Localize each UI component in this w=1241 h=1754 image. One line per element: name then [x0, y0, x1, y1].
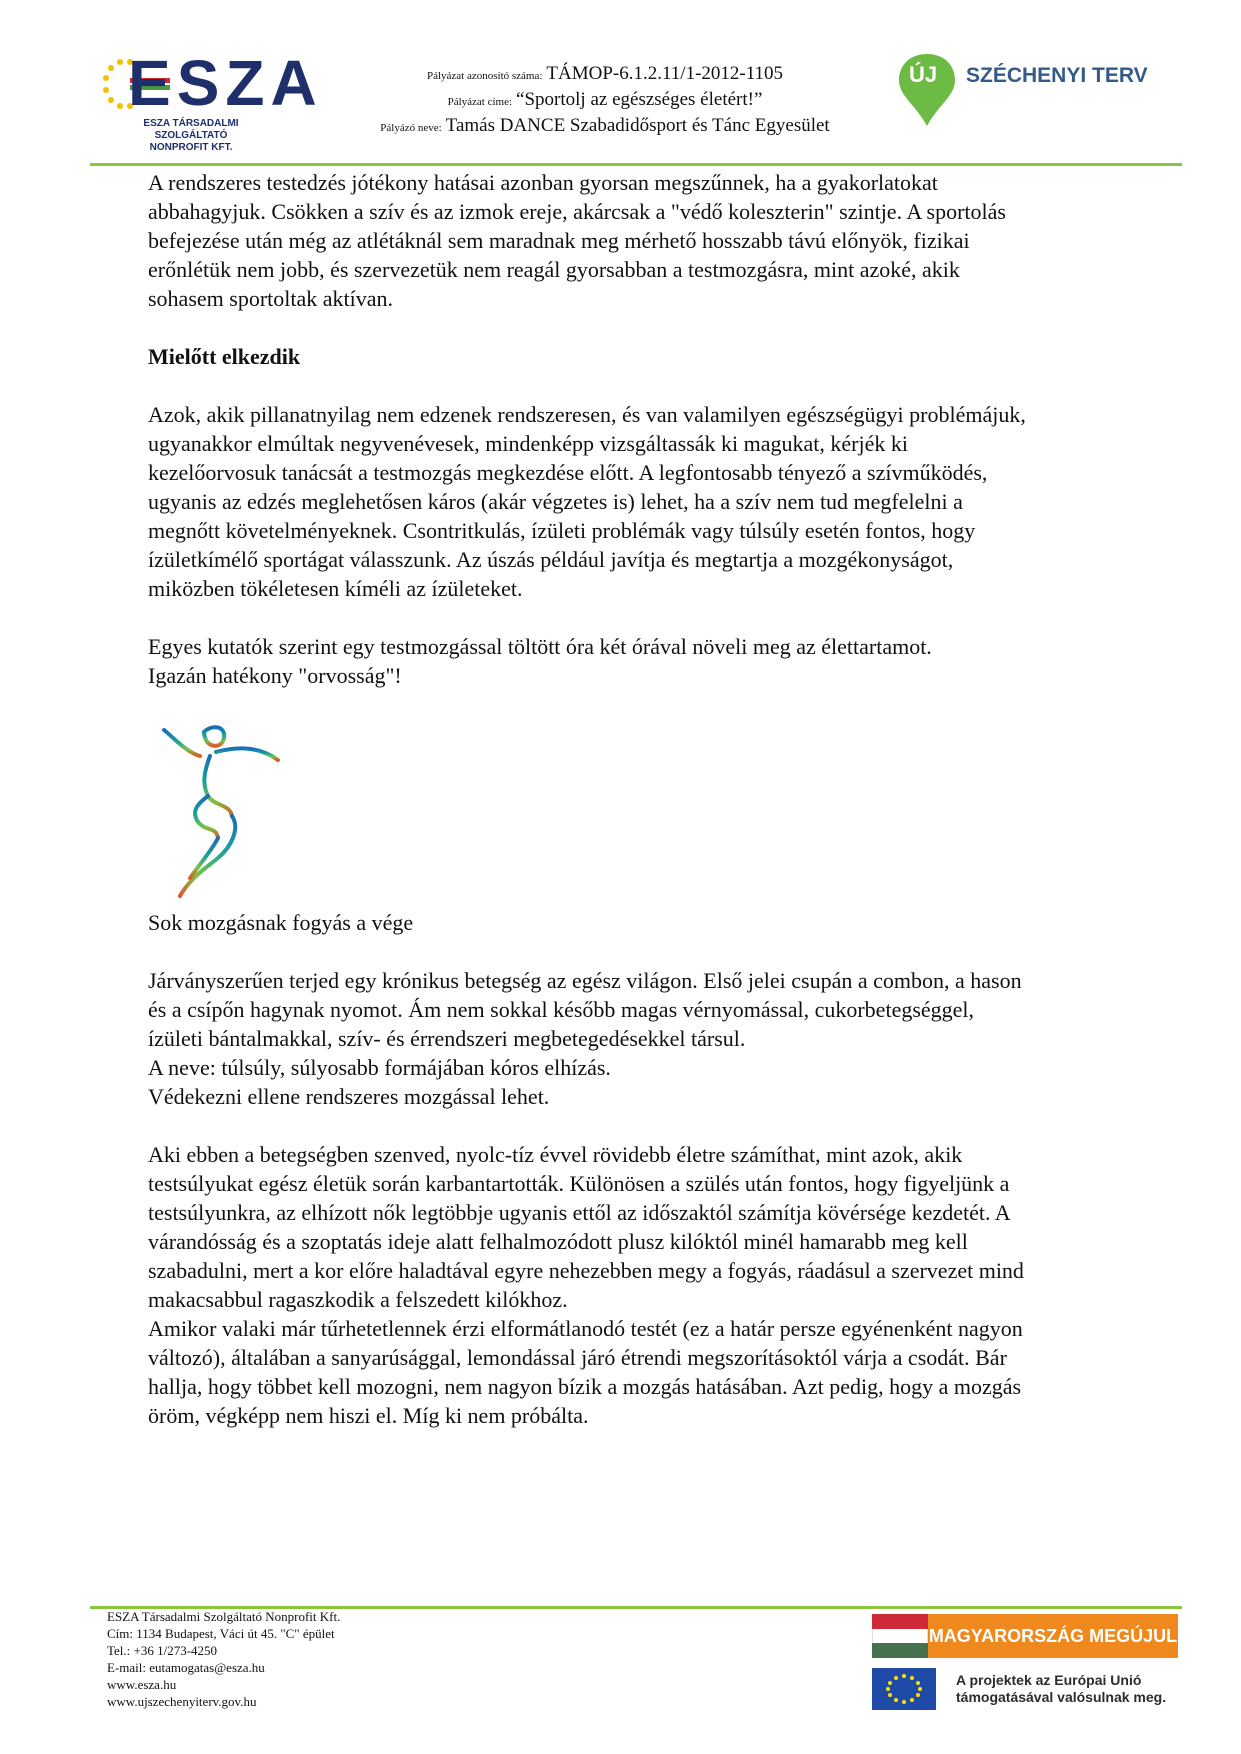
- esza-logo-text: ESZA: [128, 47, 323, 119]
- text-line: testsúlyukat egész életük során karbantartották. Különösen a szülés után fontos, hogy figyeljünk a: [148, 1171, 1010, 1196]
- text-line: befejezése után még az atlétáknál sem maradnak meg mérhető hosszabb távú előnyök, fizikai: [148, 228, 970, 253]
- hungarian-flag-icon: [872, 1614, 928, 1658]
- esza-sub-line2: NONPROFIT KFT.: [149, 142, 233, 153]
- footer-web-esza[interactable]: www.esza.hu: [107, 1677, 177, 1692]
- text-line: miközben tökéletesen kíméli az ízületeket.: [148, 576, 523, 601]
- text-line: erőnlétük nem jobb, és szervezetük nem reagál gyorsabban a testmozgásra, mint azoké, akik: [148, 257, 960, 282]
- project-id-line: [325, 62, 885, 88]
- text-line: kezelőorvosuk tanácsát a testmozgás megkezdése előtt. A legfontosabb tényező a szívműködés,: [148, 460, 988, 485]
- text-line: Aki ebben a betegségben szenved, nyolc-tíz évvel rövidebb életre számíthat, mint azok, akik: [148, 1142, 963, 1167]
- image-spacer: [148, 690, 1148, 908]
- paragraph-5: [148, 1140, 1148, 1430]
- spacer: [148, 1111, 1148, 1140]
- project-title-line: [325, 88, 885, 114]
- article-body: [148, 168, 1148, 1430]
- text-line: Azok, akik pillanatnyilag nem edzenek rendszeresen, és van valamilyen egészségügyi problémájuk,: [148, 402, 1026, 427]
- text-line: ízületkímélő sportágat válasszunk. Az úszás például javítja és megtartja a mozgékonyságot,: [148, 547, 954, 572]
- spacer: [148, 313, 1148, 342]
- eu-line1: A projektek az Európai Unió: [956, 1672, 1142, 1688]
- paragraph-1: [148, 168, 1148, 313]
- text-line: abbahagyjuk. Csökken a szív és az izmok ereje, akárcsak a "védő koleszterin" szintje. A sportolás: [148, 199, 1006, 224]
- footer-email[interactable]: E-mail: eutamogatas@esza.hu: [107, 1660, 265, 1675]
- paragraph-2: [148, 400, 1148, 603]
- text-line: Igazán hatékony "orvosság"!: [148, 663, 402, 688]
- footer-contact: [107, 1608, 340, 1710]
- spacer: [148, 371, 1148, 400]
- eu-stars-circle-icon: [872, 1668, 936, 1710]
- project-info: [325, 62, 885, 140]
- text-line: várandósság és a szoptatás ideje alatt felhalmozódott plusz kilóktól minél hamarabb meg kell: [148, 1229, 968, 1254]
- project-id-label: Pályázat azonosító száma:: [426, 70, 543, 82]
- dancer-icon: [160, 718, 290, 903]
- project-id-value: TÁMOP-6.1.2.11/1-2012-1105: [546, 63, 784, 84]
- spacer: [148, 937, 1148, 966]
- text-line: A rendszeres testedzés jótékony hatásai azonban gyorsan megszűnnek, ha a gyakorlatokat: [148, 170, 938, 195]
- text-line: megnőtt követelményeknek. Csontritkulás, ízületi problémák vagy túlsúly esetén fontos, hogy: [148, 518, 976, 543]
- text-line: A neve: túlsúly, súlyosabb formájában kóros elhízás.: [148, 1055, 611, 1080]
- text-line: öröm, végképp nem hiszi el. Míg ki nem próbálta.: [148, 1403, 589, 1428]
- text-line: Amikor valaki már tűrhetetlennek érzi elformátlanodó testét (ez a határ persze egyénenként nagyon: [148, 1316, 1023, 1341]
- applicant-label: Pályázó neve:: [380, 122, 442, 134]
- text-line: ízületi bántalmakkal, szív- és érrendszeri megbetegedésekkel társul.: [148, 1026, 746, 1051]
- magyarorszag-megujul-banner: MAGYARORSZÁG MEGÚJUL: [928, 1614, 1178, 1658]
- footer-address: Cím: 1134 Budapest, Váci út 45. "C" épület: [107, 1626, 335, 1641]
- footer-org: ESZA Társadalmi Szolgáltató Nonprofit Kft.: [107, 1609, 341, 1624]
- footer-web-szechenyi[interactable]: www.ujszechenyiterv.gov.hu: [107, 1694, 257, 1709]
- text-line: Járványszerűen terjed egy krónikus betegség az egész világon. Első jelei csupán a combon, a hason: [148, 968, 1022, 993]
- text-line: Védekezni ellene rendszeres mozgással lehet.: [148, 1084, 550, 1109]
- eu-flag-icon: [872, 1668, 936, 1710]
- szechenyi-logo: [895, 50, 975, 130]
- paragraph-3: [148, 632, 1148, 690]
- paragraph-4: [148, 966, 1148, 1111]
- applicant-line: [325, 114, 885, 140]
- text-line: sohasem sportoltak aktívan.: [148, 286, 394, 311]
- spacer: [148, 603, 1148, 632]
- text-line: szabadulni, mert a kor előre haladtával egyre nehezebben megy a fogyás, ráadásul a szervezet mind: [148, 1258, 1024, 1283]
- szechenyi-badge: ÚJ: [909, 62, 938, 87]
- text-line: változó), általában a sanyarúsággal, lemondással járó étrendi megszorításoktól várja a csodát. Bár: [148, 1345, 1007, 1370]
- section-heading-2: Sok mozgásnak fogyás a vége: [148, 910, 414, 935]
- text-line: hallja, hogy többet kell mozogni, nem nagyon bízik a mozgás hatásában. Azt pedig, hogy a mozgás: [148, 1374, 1022, 1399]
- section-heading-1: Mielőtt elkezdik: [148, 344, 301, 369]
- dancer-illustration: [160, 718, 290, 903]
- szechenyi-text: SZÉCHENYI TERV: [966, 64, 1148, 87]
- text-line: ugyanakkor elmúltak negyvenévesek, mindenképp vizsgáltassák ki magukat, kérjék ki: [148, 431, 908, 456]
- project-title-label: Pályázat címe:: [447, 96, 513, 108]
- text-line: makacsabbul ragaszkodik a felszedett kilókhoz.: [148, 1287, 568, 1312]
- text-line: Egyes kutatók szerint egy testmozgással töltött óra két órával növeli meg az élettartamot.: [148, 634, 932, 659]
- eu-line2: támogatásával valósulnak meg.: [956, 1689, 1167, 1705]
- text-line: és a csípőn hagynak nyomot. Ám nem sokkal később magas vérnyomással, cukorbetegséggel,: [148, 997, 975, 1022]
- header-divider: [90, 163, 1182, 166]
- text-line: testsúlyunkra, az elhízott nők legtöbbje ugyanis ettől az időszaktól számítja kövérsége kezdetét. A: [148, 1200, 1011, 1225]
- project-title-value: “Sportolj az egészséges életért!”: [516, 89, 763, 110]
- esza-sub-line1: ESZA TÁRSADALMI SZOLGÁLTATÓ: [143, 118, 239, 141]
- esza-logo-subtitle: [106, 118, 276, 154]
- text-line: ugyanis az edzés meglehetősen káros (akár végzetes is) lehet, ha a szív nem tud megfelelni a: [148, 489, 963, 514]
- footer-phone: Tel.: +36 1/273-4250: [107, 1643, 218, 1658]
- applicant-value: Tamás DANCE Szabadidősport és Tánc Egyesület: [445, 115, 830, 136]
- eu-support-text: [956, 1672, 1166, 1706]
